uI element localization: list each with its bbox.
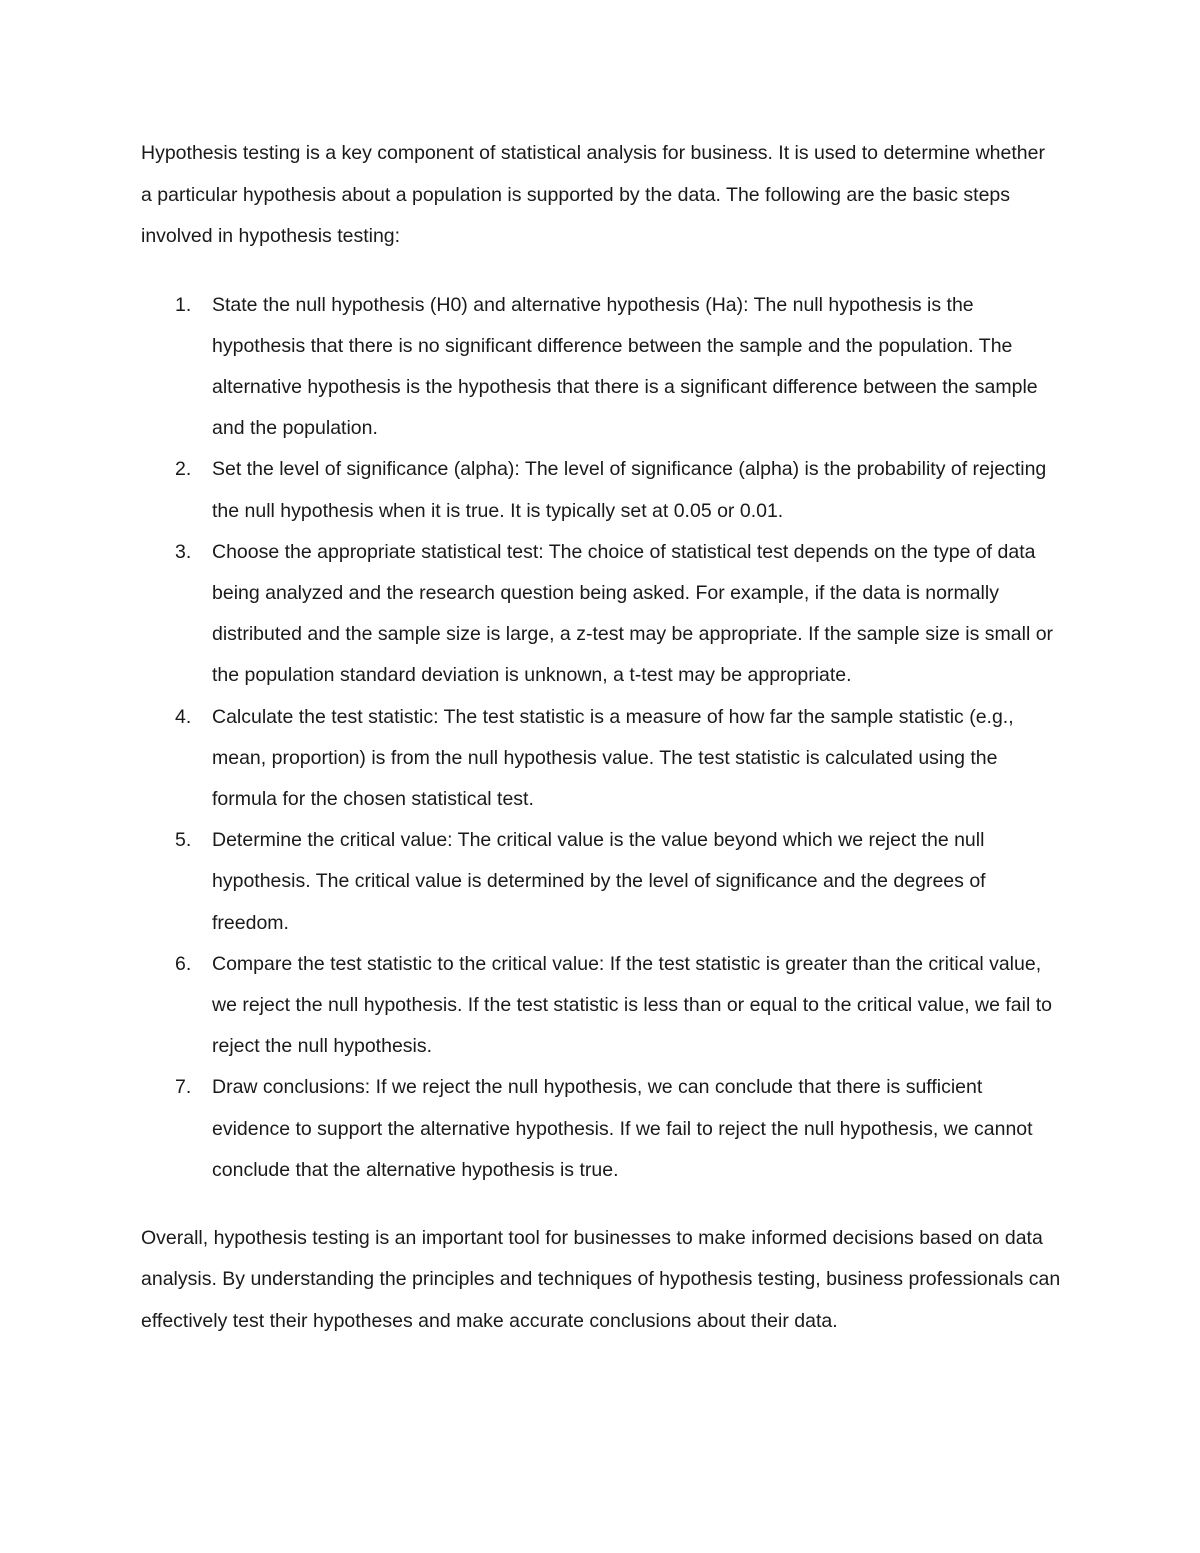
step-number: 4. <box>175 705 192 728</box>
step-number: 2. <box>175 458 192 481</box>
step-text: Draw conclusions: If we reject the null hypothesis, we can conclude that there is sufficient evidence to support the alternative hypothesis. If we fail to reject the null hypothesis, we cannot conclude that the alternative hypothesis is true. <box>212 1076 1033 1181</box>
step-number: 3. <box>175 540 192 563</box>
step-number: 5. <box>175 829 192 852</box>
conclusion-paragraph: Overall, hypothesis testing is an important tool for businesses to make informed decisions based on data analysis. By understanding the principles and techniques of hypothesis testing, business professionals can effectively test their hypotheses and make accurate conclusions about their data. <box>141 1226 1061 1332</box>
step-text: State the null hypothesis (H0) and alternative hypothesis (Ha): The null hypothesis is the hypothesis that there is no significant difference between the sample and the population. The alternative hypothesis is the hypothesis that there is a significant difference between the sample and the population. <box>212 293 1038 440</box>
step-number: 6. <box>175 952 192 975</box>
intro-paragraph: Hypothesis testing is a key component of statistical analysis for business. It is used to determine whether a particular hypothesis about a population is supported by the data. The following are the basic steps involved in hypothesis testing: <box>141 142 1045 247</box>
step-number: 1. <box>175 293 192 316</box>
list-item <box>141 820 1061 944</box>
list-item <box>141 944 1061 1068</box>
list-item <box>141 532 1061 697</box>
list-item <box>141 449 1061 531</box>
list-item <box>141 697 1061 821</box>
step-text: Set the level of significance (alpha): The level of significance (alpha) is the probability of rejecting the null hypothesis when it is true. It is typically set at 0.05 or 0.01. <box>212 458 1047 522</box>
step-text: Compare the test statistic to the critical value: If the test statistic is greater than the critical value, we reject the null hypothesis. If the test statistic is less than or equal to the critical value, we fail to reject the null hypothesis. <box>212 952 1052 1058</box>
steps-list <box>141 285 1061 1191</box>
step-text: Determine the critical value: The critical value is the value beyond which we reject the null hypothesis. The critical value is determined by the level of significance and the degrees of freedom. <box>212 829 986 934</box>
step-text: Calculate the test statistic: The test statistic is a measure of how far the sample statistic (e.g., mean, proportion) is from the null hypothesis value. The test statistic is calculated using the formula for the chosen statistical test. <box>212 705 1014 810</box>
list-item <box>141 1067 1061 1191</box>
step-number: 7. <box>175 1076 192 1099</box>
list-item <box>141 285 1061 450</box>
document-body <box>141 133 1061 1342</box>
step-text: Choose the appropriate statistical test: The choice of statistical test depends on the type of data being analyzed and the research question being asked. For example, if the data is normally distributed and the sample size is large, a z-test may be appropriate. If the sample size is small or the population standard deviation is unknown, a t-test may be appropriate. <box>212 540 1054 687</box>
